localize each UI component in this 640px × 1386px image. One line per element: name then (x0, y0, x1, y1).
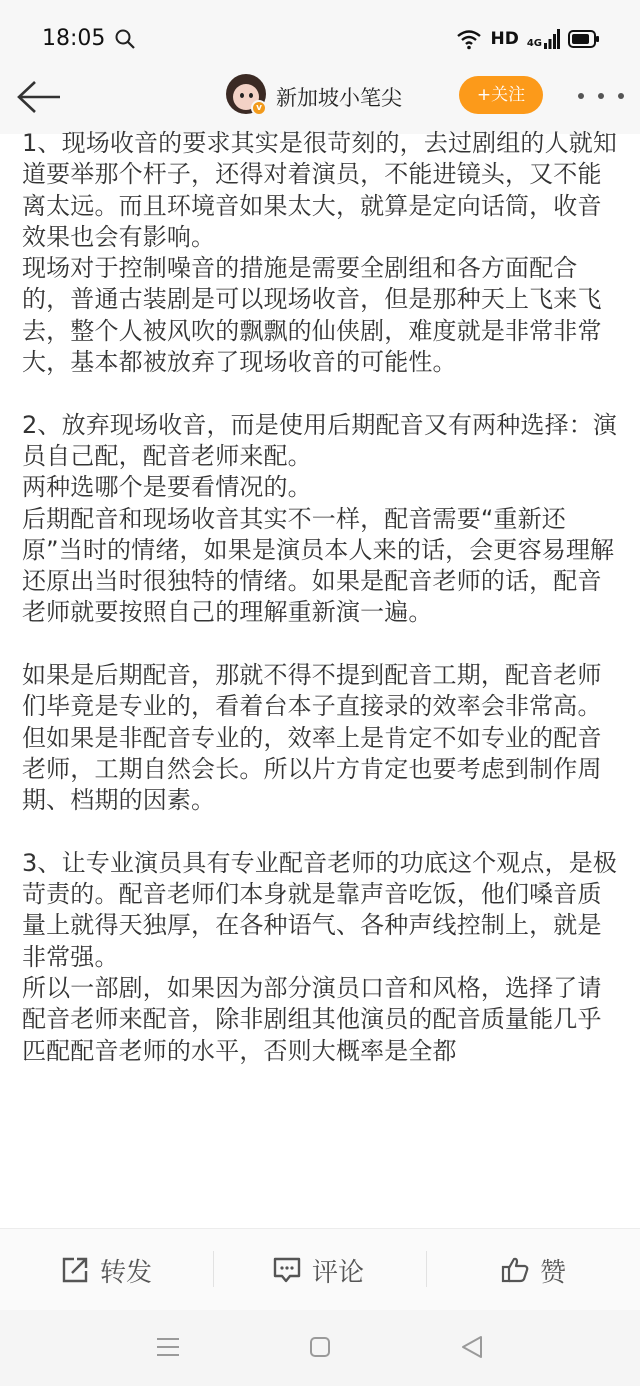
post-header (0, 80, 640, 134)
verified-badge: v (251, 100, 267, 116)
paragraph: 3、让专业演员具有专业配音老师的功底这个观点，是极苛责的。配音老师们本身就是靠声音吃饭，他们嗓音质量上就得天独厚，在各种语气、各种声线控制上，就是非常强。 (22, 848, 618, 971)
paragraph-gap (22, 817, 622, 848)
home-icon[interactable] (309, 1336, 331, 1358)
wifi-icon (456, 28, 482, 50)
status-bar (0, 0, 640, 80)
follow-button[interactable]: +关注 (459, 76, 543, 114)
paragraph: 现场对于控制噪音的措施是需要全剧组和各方面配合的，普通古装剧是可以现场收音，但是那种天上飞来飞去，整个人被风吹的飘飘的仙侠剧，难度就是非常非常大，基本都被放弃了现场收音的可能性。 (22, 254, 602, 377)
status-time: 18:05 (42, 26, 106, 51)
repost-label: 转发 (100, 1257, 153, 1288)
author-name[interactable]: 新加坡小笔尖 (276, 86, 402, 110)
paragraph: 如果是后期配音，那就不得不提到配音工期，配音老师们毕竟是专业的，看着台本子直接录的效率会非常高。但如果是非配音专业的，效率上是肯定不如专业的配音老师，工期自然会长。所以片方肯定也要考虑到制作周期、档期的因素。 (22, 661, 602, 815)
back-arrow-icon[interactable] (16, 80, 64, 114)
more-icon[interactable] (578, 86, 624, 106)
signal-icon (527, 29, 560, 49)
paragraph-gap (22, 629, 622, 660)
comment-label: 评论 (312, 1257, 365, 1288)
comment-icon (272, 1255, 302, 1285)
action-bar (0, 1228, 640, 1310)
search-icon (114, 28, 136, 50)
menu-icon[interactable] (155, 1336, 181, 1358)
battery-icon (568, 30, 600, 48)
like-button[interactable] (500, 1229, 566, 1311)
article-body (22, 128, 622, 1228)
comment-button[interactable] (272, 1229, 364, 1311)
paragraph: 1、现场收音的要求其实是很苛刻的，去过剧组的人就知道要举那个杆子，还得对着演员，不能进镜头，又不能离太远。而且环境音如果太大，就算是定向话筒，收音效果也会有影响。 (22, 129, 618, 251)
back-icon[interactable] (460, 1335, 484, 1359)
network-type-label: 4G (526, 38, 542, 49)
paragraph: 2、放弃现场收音，而是使用后期配音又有两种选择：演员自己配，配音老师来配。 (22, 410, 618, 470)
paragraph: 后期配音和现场收音其实不一样，配音需要“重新还原”当时的情绪，如果是演员本人来的话，会更容易理解还原出当时很独特的情绪。如果是配音老师的话，配音老师就要按照自己的理解重新演一遍。 (22, 504, 615, 627)
paragraph: 两种选哪个是要看情况的。 (22, 473, 312, 502)
like-label: 赞 (540, 1257, 567, 1288)
paragraph-gap (22, 378, 622, 409)
divider (426, 1251, 427, 1287)
repost-button[interactable] (60, 1229, 152, 1311)
network-hd-label: HD (490, 29, 519, 49)
repost-icon (60, 1255, 90, 1285)
divider (213, 1251, 214, 1287)
like-icon (500, 1255, 530, 1285)
system-nav-bar (0, 1310, 640, 1386)
status-indicators (456, 26, 600, 52)
paragraph: 所以一部剧，如果因为部分演员口音和风格，选择了请配音老师来配音，除非剧组其他演员的配音质量能几乎匹配配音老师的水平，否则大概率是全都 (22, 974, 602, 1065)
